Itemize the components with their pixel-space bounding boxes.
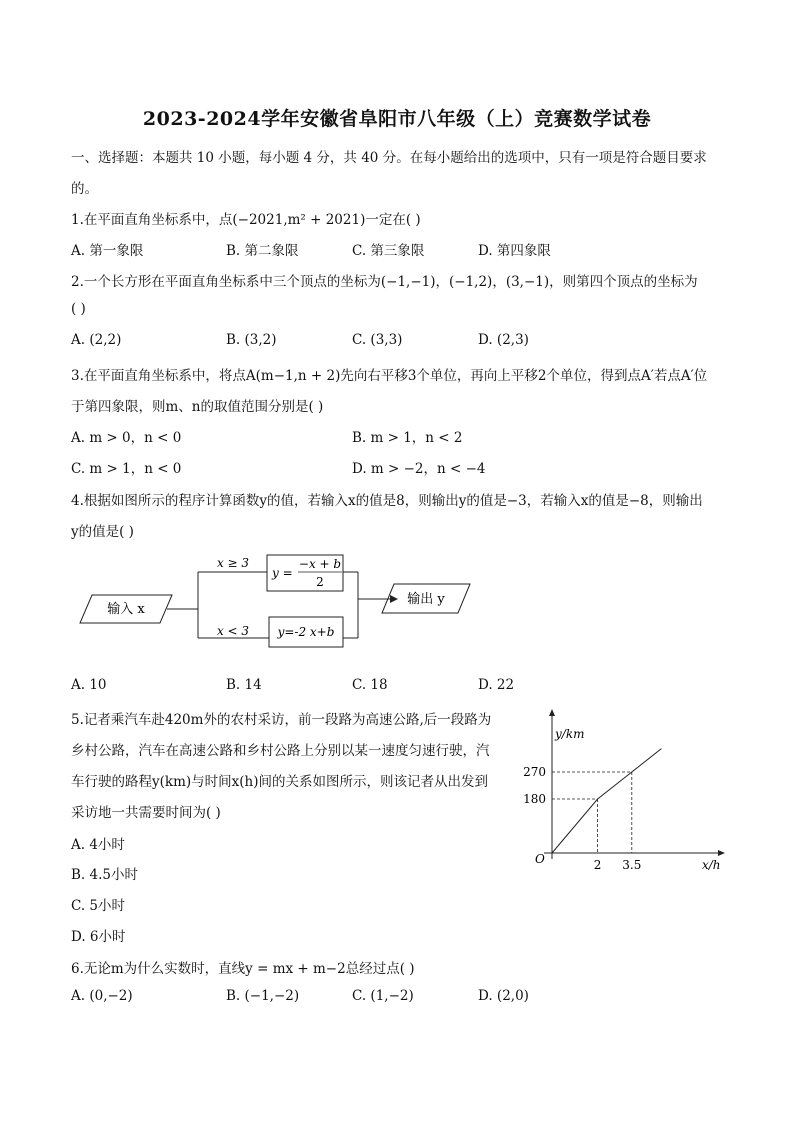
question-2-stem-line2: ( ) — [71, 301, 86, 317]
q6-option-b: B. (−1,−2) — [226, 988, 300, 1004]
q4-option-c: C. 18 — [352, 677, 388, 693]
q2-option-c: C. (3,3) — [352, 332, 403, 348]
distance-line — [552, 749, 661, 853]
question-3-stem-line1: 3.在平面直角坐标系中，将点A(m−1,n + 2)先向右平移3个单位，再向上平移2个单位，得到点A′若点A′位 — [71, 368, 708, 384]
q5-option-a: A. 4小时 — [71, 837, 125, 853]
q6-option-c: C. (1,−2) — [352, 988, 414, 1004]
q4-option-a: A. 10 — [71, 677, 107, 693]
q1-option-d: D. 第四象限 — [478, 243, 551, 259]
question-4-stem-line2: y的值是( ) — [71, 524, 134, 540]
section-header-line2: 的。 — [71, 181, 98, 197]
condition-bottom: x < 3 — [216, 624, 250, 638]
q1-option-b: B. 第二象限 — [226, 243, 299, 259]
q1-option-a: A. 第一象限 — [71, 243, 144, 259]
question-4-stem-line1: 4.根据如图所示的程序计算函数y的值，若输入x的值是8，则输出y的值是−3，若输入x的值是−8，则输出 — [71, 493, 703, 509]
q2-option-a: A. (2,2) — [71, 332, 122, 348]
formula-top-numerator: −x + b — [298, 557, 342, 571]
q2-option-d: D. (2,3) — [478, 332, 529, 348]
formula-bottom: y=-2 x+b — [277, 625, 335, 639]
q5-option-d: D. 6小时 — [71, 929, 126, 945]
q3-option-b: B. m > 1，n < 2 — [352, 430, 463, 446]
q6-option-d: D. (2,0) — [478, 988, 529, 1004]
page-title: 2023-2024学年安徽省阜阳市八年级（上）竞赛数学试卷 — [142, 108, 652, 130]
q4-option-d: D. 22 — [478, 677, 515, 693]
distance-time-graph — [520, 700, 730, 880]
q5-option-b: B. 4.5小时 — [71, 867, 138, 883]
q5-option-c: C. 5小时 — [71, 898, 126, 914]
program-flowchart — [70, 548, 480, 660]
output-label: 输出 y — [407, 592, 445, 607]
question-5-stem-line1: 5.记者乘汽车赴420m外的农村采访，前一段路为高速公路,后一段路为 — [71, 712, 492, 728]
question-5-stem-line4: 采访地一共需要时间为( ) — [71, 805, 221, 821]
q3-option-a: A. m > 0，n < 0 — [71, 430, 182, 446]
q6-option-a: A. (0,−2) — [71, 988, 133, 1004]
q3-option-c: C. m > 1，n < 0 — [71, 461, 182, 477]
question-2-stem-line1: 2.一个长方形在平面直角坐标系中三个顶点的坐标为(−1,−1)，(−1,2)，(3,−1)，则第四个顶点的坐标为 — [71, 274, 698, 290]
q4-option-b: B. 14 — [226, 677, 262, 693]
question-1-stem: 1.在平面直角坐标系中，点(−2021,m² + 2021)一定在( ) — [71, 212, 421, 228]
y-axis-arrow-icon — [549, 709, 555, 716]
x-axis-arrow-icon — [718, 850, 725, 856]
q1-option-c: C. 第三象限 — [352, 243, 425, 259]
formula-top-prefix: y = — [272, 566, 293, 580]
x-axis-label: x/h — [702, 858, 721, 872]
input-label: 输入 x — [107, 602, 145, 617]
y-tick-270: 270 — [523, 765, 546, 779]
y-tick-180: 180 — [523, 792, 546, 806]
q3-option-d: D. m > −2，n < −4 — [352, 461, 486, 477]
y-axis-label: y/km — [555, 727, 585, 741]
q2-option-b: B. (3,2) — [226, 332, 277, 348]
arrow-right-icon — [390, 595, 398, 603]
section-header-line1: 一、选择题：本题共 10 小题，每小题 4 分，共 40 分。在每小题给出的选项中，只有一项是符合题目要求 — [71, 150, 707, 166]
guide-lines — [552, 772, 632, 853]
formula-top-denominator: 2 — [316, 575, 324, 589]
question-5-stem-line2: 乡村公路，汽车在高速公路和乡村公路上分别以某一速度匀速行驶，汽 — [71, 743, 490, 759]
question-5-stem-line3: 车行驶的路程y(km)与时间x(h)间的关系如图所示，则该记者从出发到 — [71, 774, 488, 790]
question-6-stem: 6.无论m为什么实数时，直线y = mx + m−2总经过点( ) — [71, 961, 415, 977]
condition-top: x ≥ 3 — [216, 556, 250, 570]
x-tick-3-5: 3.5 — [622, 858, 642, 872]
x-tick-2: 2 — [593, 858, 602, 872]
question-3-stem-line2: 于第四象限，则m、n的取值范围分别是( ) — [71, 399, 324, 415]
origin-label: O — [535, 852, 545, 866]
